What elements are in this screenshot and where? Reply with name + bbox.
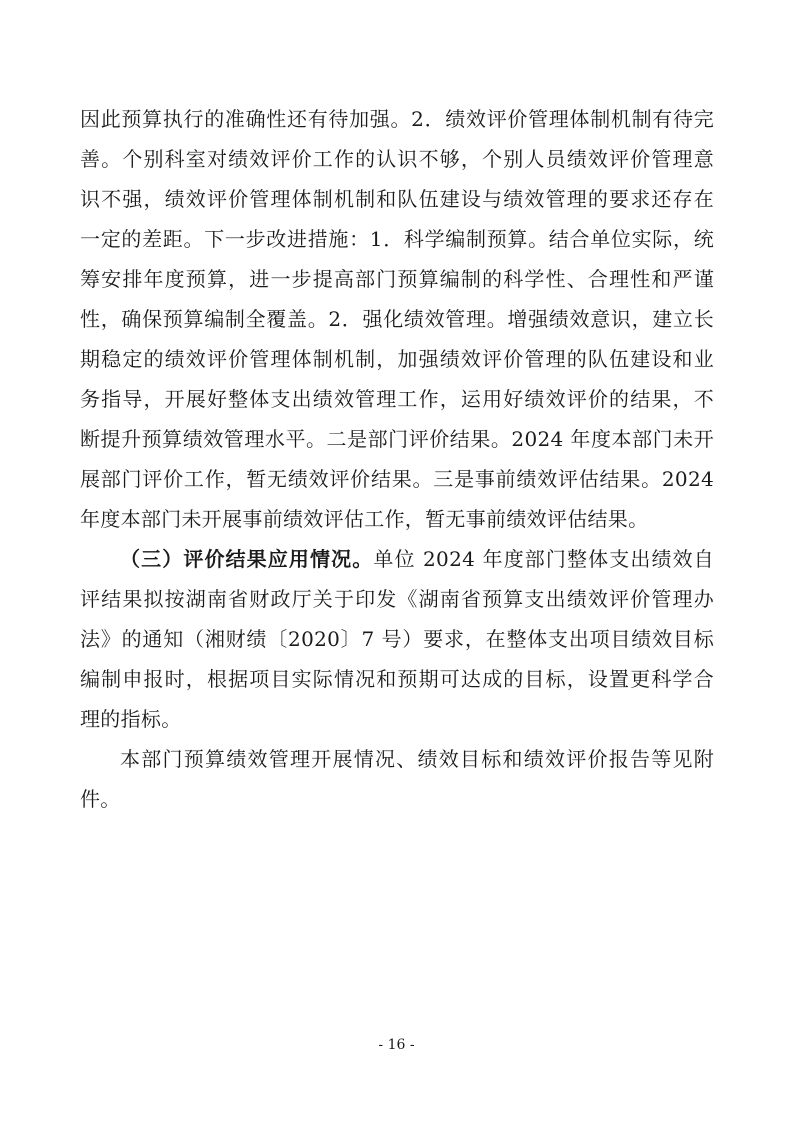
paragraph-1-line: 因此预算执行的准确性还有待加强。2．绩效评价管理体制机制有待完 [80,107,714,131]
paragraph-1 [80,99,714,539]
paragraph-1-line: 一定的差距。下一步改进措施：1．科学编制预算。结合单位实际，统 [80,227,714,251]
page-number: - 16 - [378,1037,415,1053]
paragraph-1-line: 年度本部门未开展事前绩效评估工作，暂无事前绩效评估结果。 [80,507,649,531]
paragraph-1-line: 期稳定的绩效评价管理体制机制，加强绩效评价管理的队伍建设和业 [80,347,714,371]
paragraph-3 [80,739,714,819]
paragraph-2-line: 理的指标。 [80,707,182,731]
paragraph-2-line: 法》的通知（湘财绩〔2020〕7 号）要求，在整体支出项目绩效目标 [80,627,714,651]
paragraph-1-line: 展部门评价工作，暂无绩效评价结果。三是事前绩效评估结果。2024 [80,467,714,491]
document-body [80,99,714,819]
paragraph-1-line: 善。个别科室对绩效评价工作的认识不够，个别人员绩效评价管理意 [80,147,714,171]
paragraph-1-line: 断提升预算绩效管理水平。二是部门评价结果。2024 年度本部门未开 [80,427,714,451]
paragraph-1-line: 筹安排年度预算，进一步提高部门预算编制的科学性、合理性和严谨 [80,267,714,291]
paragraph-2-first-line [80,539,714,579]
paragraph-2-line: 编制申报时，根据项目实际情况和预期可达成的目标，设置更科学合 [80,667,714,691]
paragraph-1-line: 识不强，绩效评价管理体制机制和队伍建设与绩效管理的要求还存在 [80,187,714,211]
paragraph-2 [80,539,714,739]
paragraph-1-line: 性，确保预算编制全覆盖。2．强化绩效管理。增强绩效意识，建立长 [80,307,714,331]
section-heading: （三）评价结果应用情况。 [120,547,374,571]
paragraph-1-line: 务指导，开展好整体支出绩效管理工作，运用好绩效评价的结果，不 [80,387,714,411]
paragraph-2-line: 评结果拟按湖南省财政厅关于印发《湖南省预算支出绩效评价管理办 [80,587,714,611]
paragraph-3-first-line: 本部门预算绩效管理开展情况、绩效目标和绩效评价报告等见附 [120,747,714,771]
paragraph-2-first-line-text: 单位 2024 年度部门整体支出绩效自 [373,547,714,571]
paragraph-3-line: 件。 [80,787,121,811]
